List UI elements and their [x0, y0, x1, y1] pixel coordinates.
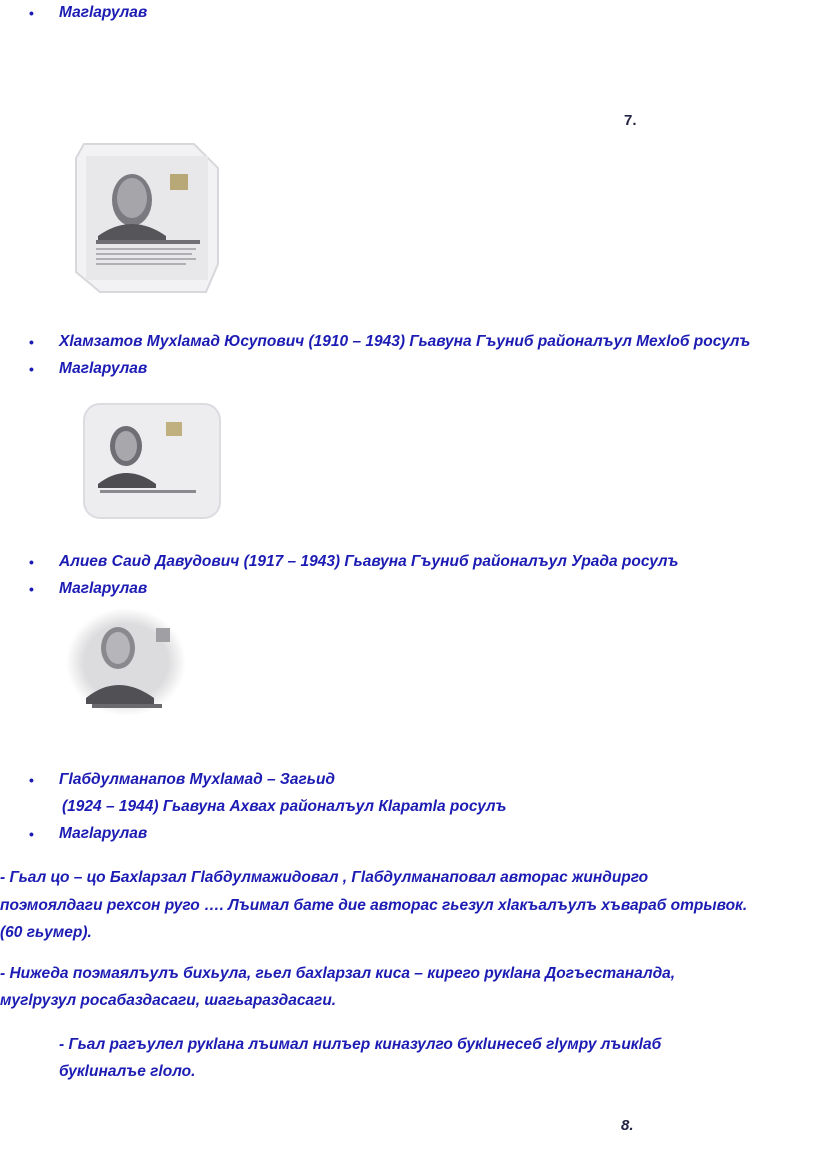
bullet-dot: •	[29, 581, 34, 597]
bullet-dot: •	[29, 554, 34, 570]
paragraph-2-line-1: - Нижеда поэмаялъулъ бихьула, гьел бахlарзал киса – кирего рукlана Догъестаналда,	[0, 965, 676, 982]
paragraph-1-line-1: - Гьал цо – цо Бахlарзал Гlабдулмажидовал , Гlабдулманаповал авторас жиндирго	[0, 869, 649, 886]
paragraph-2-line-2: мугlрузул росабаздасаги, шагьараздасаги.	[0, 992, 337, 1009]
portrait-photo-3	[64, 606, 188, 718]
paragraph-3-line-1: - Гьал рагъулел рукlана лъимал нилъер киназулго букlинесеб гlумру лъикlаб	[59, 1036, 662, 1053]
top-nationality-label: Магlарулав	[59, 4, 148, 21]
bullet-dot: •	[29, 772, 34, 788]
page-number-bottom: 8.	[621, 1117, 634, 1134]
nationality-label: Магlарулав	[59, 825, 148, 842]
nationality-label: Магlарулав	[59, 360, 148, 377]
portrait-photo-1	[70, 140, 222, 296]
hero-name-line: Алиев Саид Давудович (1917 – 1943) Гьавуна Гъуниб районалъул Урада росулъ	[59, 553, 679, 570]
paragraph-1-line-3: (60 гьумер).	[0, 924, 92, 941]
nationality-label: Магlарулав	[59, 580, 148, 597]
paragraph-1-line-2: поэмоялдаги рехсон руго …. Лъимал бате дие авторас гьезул хlакъалъулъ хъвараб отрывок.	[0, 897, 748, 914]
bullet-dot: •	[29, 361, 34, 377]
page-number-top: 7.	[624, 112, 637, 129]
hero-dates-line: (1924 – 1944) Гьавуна Ахвах районалъул Кlаратlа росулъ	[62, 798, 507, 815]
bullet-dot: •	[29, 334, 34, 350]
bullet-dot: •	[29, 826, 34, 842]
bullet-dot: •	[29, 5, 34, 21]
paragraph-3-line-2: букlиналъе гlоло.	[59, 1063, 196, 1080]
portrait-photo-2	[82, 402, 222, 520]
hero-name-line: Гlабдулманапов Мухlамад – Загьид	[59, 771, 336, 788]
hero-name-line: Хlамзатов Мухlамад Юсупович (1910 – 1943) Гьавуна Гъуниб районалъул Мехlоб росулъ	[59, 333, 751, 350]
